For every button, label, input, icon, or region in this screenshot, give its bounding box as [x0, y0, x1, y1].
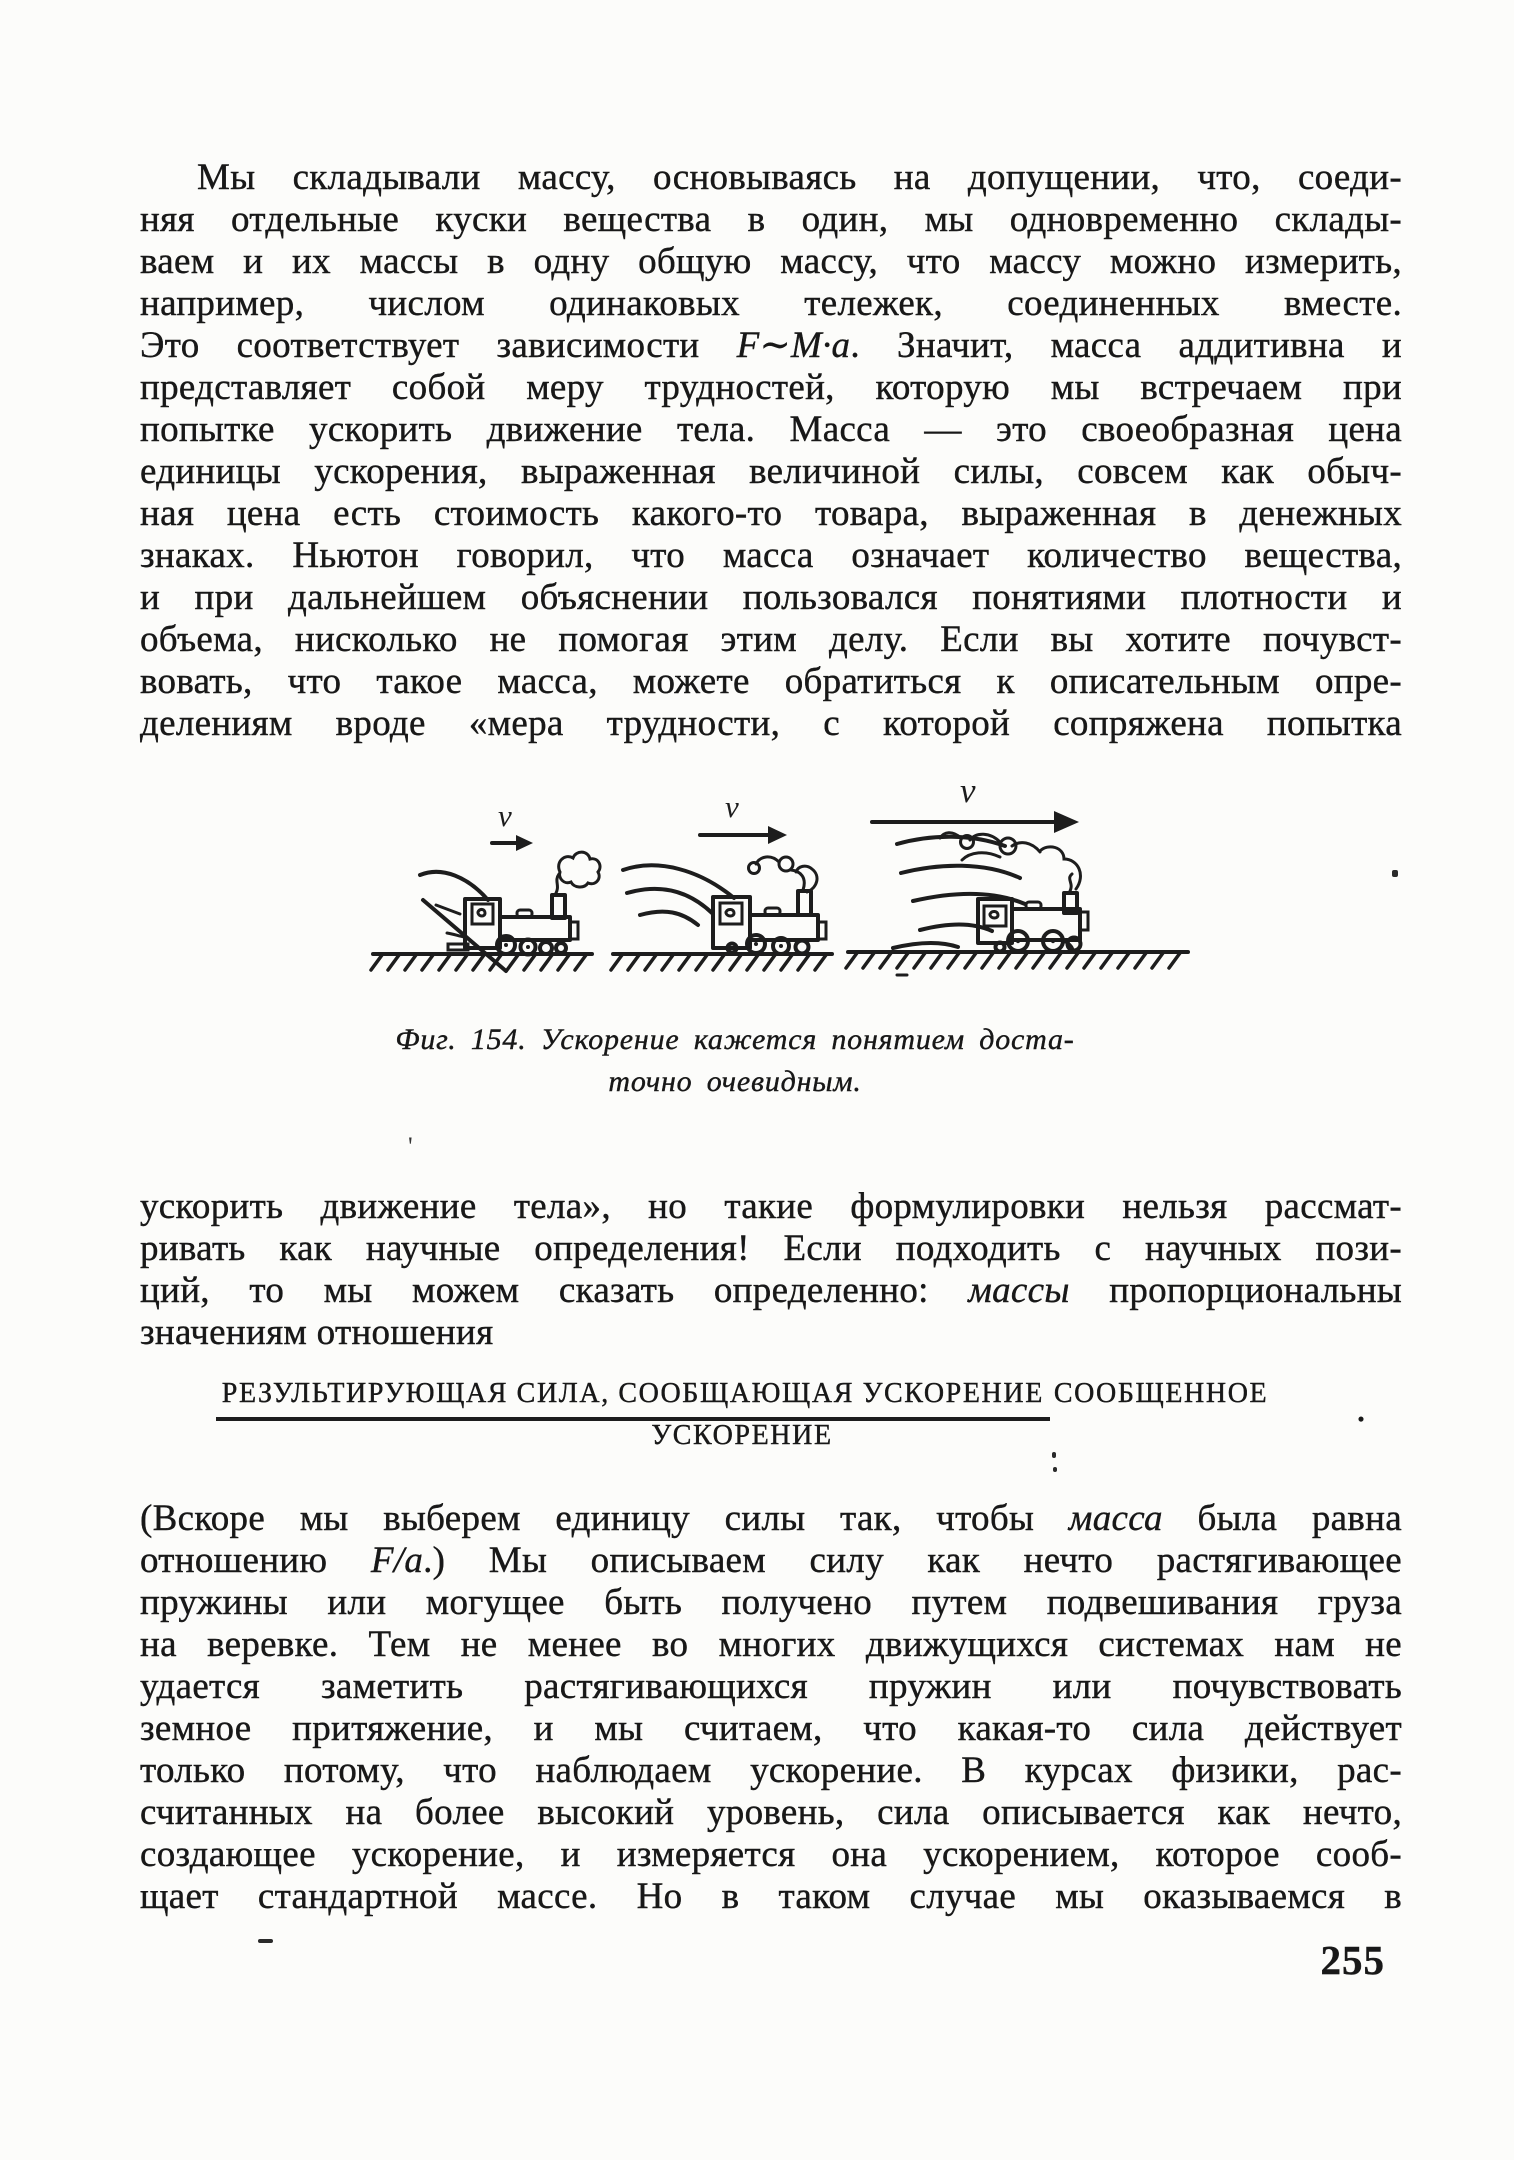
smokestack: [552, 895, 565, 918]
text-line: ная цена есть стоимость какого-то товара, выраженная в денежных: [140, 493, 1402, 534]
steam-dome: [1026, 902, 1041, 909]
driver-scribble: [726, 909, 734, 916]
smoke-loop: [749, 863, 760, 874]
scan-artifact: [1053, 1467, 1057, 1472]
text-line: удается заметить растягивающихся пружин или почувствовать: [140, 1666, 1402, 1707]
wheel: [556, 943, 566, 953]
text-line: пружины или могущее быть получено путем подвешивания груза: [140, 1582, 1402, 1623]
text-line: например, числом одинаковых тележек, соединенных вместе.: [140, 283, 1402, 324]
velocity-label: v: [498, 798, 512, 833]
velocity-label: v: [725, 789, 739, 824]
wheel: [540, 942, 552, 954]
text-line: считанных на более высокий уровень, сила описывается как нечто,: [140, 1792, 1402, 1833]
driver-scribble: [990, 911, 998, 918]
front-buffer: [818, 922, 826, 939]
scan-artifact: [1392, 870, 1398, 877]
caption-line: Фиг. 154. Ускорение кажется понятием доста-: [395, 1023, 1075, 1056]
paragraph-1: [140, 157, 1402, 745]
text-line: единицы ускорения, выраженная величиной силы, совсем как обыч-: [140, 451, 1402, 492]
cab-window: [720, 903, 742, 924]
fraction-denominator: СООБЩЕННОЕ УСКОРЕНИЕ: [651, 1378, 1269, 1451]
text-line: ций, то мы можем сказать определенно: массы пропорциональны: [140, 1270, 1402, 1311]
scan-artifact: [1052, 1452, 1056, 1458]
ground-hatching: [371, 954, 592, 970]
scan-artifact: [258, 1939, 273, 1943]
text-line: (Вскоре мы выберем единицу силы так, чтобы масса была равна: [140, 1498, 1402, 1539]
wheel: [796, 941, 809, 954]
smoke-trail: [791, 870, 804, 890]
steam-dome: [517, 910, 532, 917]
fraction: [140, 1376, 1366, 1451]
locomotive-medium: [611, 789, 832, 970]
paragraph-2: [140, 1186, 1402, 1354]
speed-line: [420, 872, 488, 900]
text-line: ускорить движение тела», но такие формулировки нельзя рассмат-: [140, 1186, 1402, 1227]
locomotives-drawing: [360, 772, 1200, 987]
smoke-stem: [1070, 874, 1072, 891]
text-line: ривать как научные определения! Если подходить с научных пози-: [140, 1228, 1402, 1269]
text-line: представляет собой меру трудностей, которую мы встречаем при: [140, 367, 1402, 408]
text-line: отношению F/a.) Мы описываем силу как нечто растягивающее: [140, 1540, 1402, 1581]
smoke-loop: [779, 857, 793, 871]
locomotive-slow: [371, 798, 600, 971]
smokestack: [798, 891, 811, 915]
figure-154-locomotives: [360, 772, 1200, 987]
text-line: Мы складывали массу, основываясь на допущении, что, соеди-: [197, 157, 1402, 198]
text-line: объема, нисколько не помогая этим делу. Если вы хотите почувст-: [140, 619, 1402, 660]
text-line: Это соответствует зависимости F∼M·a. Значит, масса аддитивна и: [140, 325, 1402, 366]
figure-caption: [140, 1019, 1330, 1103]
smoke-trail: [756, 857, 779, 864]
smoke-puff: [559, 852, 600, 887]
text-line: попытке ускорить движение тела. Масса — это своеобразная цена: [140, 409, 1402, 450]
driver-scribble: [478, 909, 485, 916]
cab-window: [984, 906, 1006, 926]
text-line: ваем и их массы в одну общую массу, что массу можно измерить,: [140, 241, 1402, 282]
text-line: няя отдельные куски вещества в один, мы одновременно склады-: [140, 199, 1402, 240]
ground-hatching: [611, 954, 832, 970]
smoke-curl: [962, 853, 1000, 860]
text-line: вовать, что такое масса, можете обратиться к описательным опре-: [140, 661, 1402, 702]
text-line: создающее ускорение, и измеряется она ускорением, которое сооб-: [140, 1834, 1402, 1875]
front-buffer: [1080, 912, 1088, 930]
page-number: 255: [1320, 1937, 1385, 1983]
front-buffer: [570, 922, 578, 939]
wheel: [996, 943, 1005, 952]
text-line: значениям отношения: [140, 1312, 494, 1353]
smoke-puff: [1040, 847, 1080, 889]
steam-dome: [765, 908, 780, 915]
smoke-puff: [796, 866, 817, 892]
velocity-label: v: [960, 772, 976, 810]
text-line: только потому, что наблюдаем ускорение. В курсах физики, рас-: [140, 1750, 1402, 1791]
text-line: знаках. Ньютон говорил, что масса означает количество вещества,: [140, 535, 1402, 576]
locomotive-fast: [846, 772, 1188, 975]
fraction-numerator: РЕЗУЛЬТИРУЮЩАЯ СИЛА, СООБЩАЮЩАЯ УСКОРЕНИЕ: [216, 1376, 1050, 1421]
text-line: щает стандартной массе. Но в таком случае мы оказываемся в: [140, 1876, 1402, 1917]
text-line: и при дальнейшем объяснении пользовался понятиями плотности и: [140, 577, 1402, 618]
caption-line: точно очевидным.: [608, 1065, 862, 1098]
ground-hatching: [846, 952, 1188, 968]
text-line: на веревке. Тем не менее во многих движущихся системах нам не: [140, 1624, 1402, 1665]
mass-ratio-formula: [140, 1376, 1366, 1451]
text-line: делениям вроде «мера трудности, с которой сопряжена попытка: [140, 703, 1402, 744]
paragraph-3: [140, 1498, 1402, 1918]
cab-window: [472, 904, 493, 924]
fraction-period: .: [1356, 1385, 1366, 1430]
text-line: земное притяжение, и мы считаем, что какая-то сила действует: [140, 1708, 1402, 1749]
scan-artifact: ': [408, 1132, 413, 1161]
